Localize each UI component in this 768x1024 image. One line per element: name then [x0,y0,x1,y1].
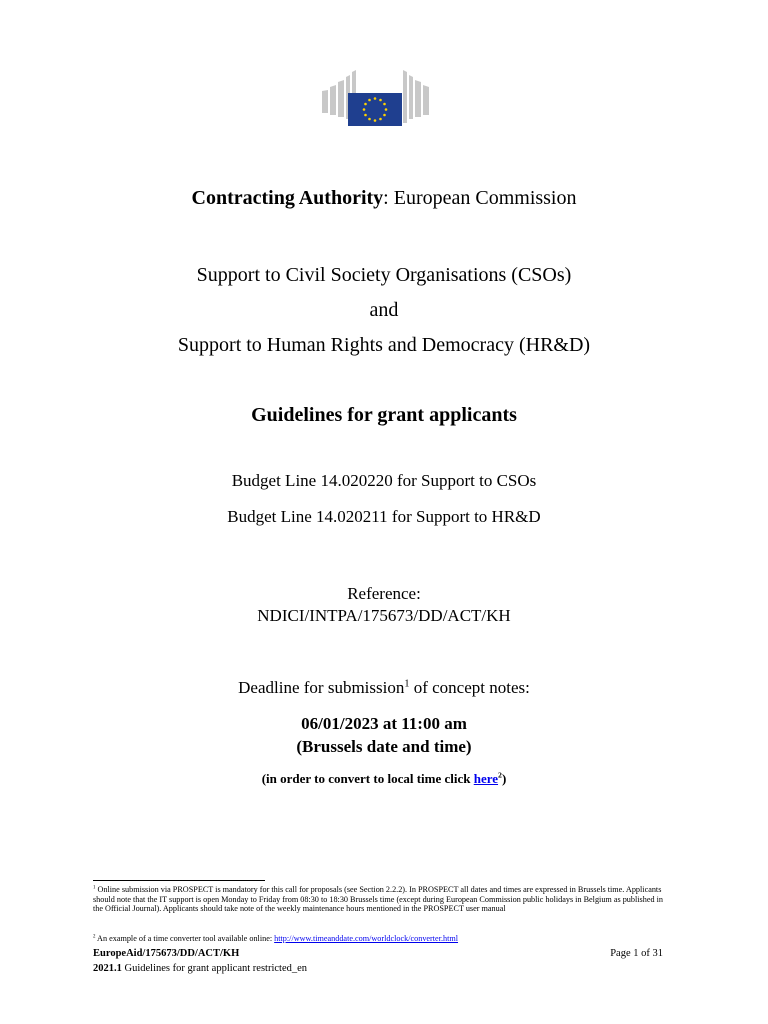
contracting-authority-line [0,186,768,210]
footer-reference-code: EuropeAid/175673/DD/ACT/KH [93,948,240,959]
reference-value: NDICI/INTPA/175673/DD/ACT/KH [257,606,511,625]
european-commission-logo-icon [322,69,431,127]
footnote-2 [93,934,671,944]
contracting-authority-label: Contracting Authority [191,187,384,209]
deadline-timezone: (Brussels date and time) [296,737,472,756]
footnote-1-number: 1 [93,885,96,891]
contracting-authority-value: : European Commission [383,187,577,209]
document-title: Guidelines for grant applicants [251,404,517,426]
deadline-date: 06/01/2023 at 11:00 am [301,714,467,733]
footnote-2-number: 2 [93,934,96,940]
deadline-label-text: Deadline for submission [238,678,405,697]
footer-page-number: Page 1 of 31 [610,948,663,959]
time-converter-note [0,770,768,788]
budget-line-1: Budget Line 14.020220 for Support to CSOs [231,471,537,490]
footnote-1-text: Online submission via PROSPECT is mandatory for this call for proposals (see Section 2.2.2). In PROSPECT all dates and times are expressed in Brussels time. Applicants should note that the IT support is open Monday to Friday from 08:30 to 18:30 Brussels time (except during European Commission public holidays in Belgium as published in the Official Journal). Applicants should take note of the weekly maintenance hours mentioned in the PROSPECT user manual [93,885,663,914]
reference-label: Reference: [347,584,421,603]
deadline-label [0,677,768,699]
footnote-2-link[interactable]: http://www.timeanddate.com/worldclock/converter.html [274,934,459,943]
footnote-separator [93,880,265,881]
footnote-1 [93,885,671,914]
budget-line-2: Budget Line 14.020211 for Support to HR&D [227,507,541,526]
footer-version-number: 2021.1 [93,963,122,974]
programme-line-1: Support to Civil Society Organisations (CSOs) [196,264,572,286]
time-converter-link[interactable]: here [473,771,499,786]
deadline-label-suffix: of concept notes: [409,678,530,697]
footnote-ref-2: 2 [498,770,502,780]
footer-version-text: Guidelines for grant applicant restricted_en [121,963,308,974]
footer-version-line [93,962,663,975]
time-converter-suffix: ) [501,771,507,786]
footnote-ref-1: 1 [404,678,410,690]
programme-line-3: Support to Human Rights and Democracy (HR&D) [177,334,591,356]
programme-line-2: and [369,299,399,321]
footnote-2-text: An example of a time converter tool available online: [95,934,275,943]
time-converter-prefix: (in order to convert to local time click [261,771,474,786]
page-footer [93,947,663,960]
